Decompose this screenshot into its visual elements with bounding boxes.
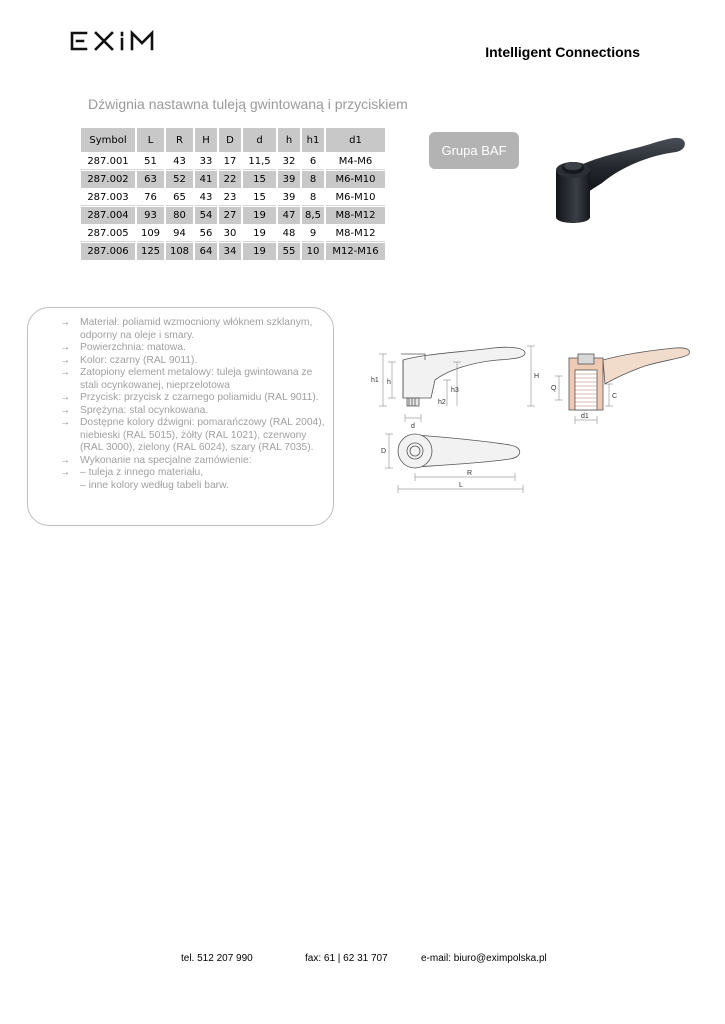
table-cell: 287.005 [81,225,135,242]
arrow-icon: → [60,367,70,378]
table-cell: 22 [219,171,241,188]
feature-text: – inne kolory według tabeli barw. [80,479,229,491]
col-header-symbol: Symbol [81,128,135,152]
col-header-l: L [137,128,164,152]
feature-item [60,417,330,455]
dim-label-h2: h2 [438,399,446,406]
feature-item [60,367,330,392]
dim-label-d-upper: D [381,448,387,455]
drawing-section-view [545,340,695,435]
col-header-h-upper: H [195,128,217,152]
dim-label-q: Q [551,385,557,392]
table-cell: 33 [195,153,217,170]
table-row [81,225,385,242]
table-cell: 9 [302,225,324,242]
col-header-r: R [166,128,193,152]
table-cell: 287.003 [81,189,135,206]
features-list [60,317,330,492]
feature-text: Dostępne kolory dźwigni: pomarańczowy (RAL 2004), niebieski (RAL 5015), żółty (RAL 1021), czerwony (RAL 3000), zielony (RAL 6024), szary (RAL 7035). [80,417,325,453]
feature-item [60,355,330,368]
table-row [81,153,385,170]
arrow-icon: → [60,404,70,416]
table-cell: 76 [137,189,164,206]
table-cell: 125 [137,243,164,260]
table-cell: 27 [219,207,241,224]
feature-item [60,392,330,405]
table-cell: 287.002 [81,171,135,188]
dim-label-c: C [612,393,618,400]
feature-text: Wykonanie na specjalne zamówienie: [80,454,252,466]
table-cell: 48 [278,225,300,242]
table-row [81,207,385,224]
table-cell: 109 [137,225,164,242]
footer-phone: tel. 512 207 990 [181,953,253,964]
dim-label-h3: h3 [451,387,459,394]
product-photo [540,125,690,235]
table-cell: 39 [278,171,300,188]
arrow-icon: → [60,354,70,366]
table-cell: 19 [243,225,276,242]
table-cell: 56 [195,225,217,242]
col-header-h1: h1 [302,128,324,152]
feature-item [60,455,330,468]
arrow-icon: → [60,417,70,428]
table-cell: M6-M10 [326,189,385,206]
dim-label-h-upper: H [534,373,540,380]
drawing-side-view [363,340,543,430]
arrow-icon: → [60,392,70,403]
table-cell: 93 [137,207,164,224]
table-cell: 287.001 [81,153,135,170]
table-cell: 19 [243,207,276,224]
table-cell: 47 [278,207,300,224]
table-cell: 8 [302,189,324,206]
table-cell: 19 [243,243,276,260]
table-cell: 64 [195,243,217,260]
table-cell: 54 [195,207,217,224]
table-cell: M8-M12 [326,207,385,224]
dimensions-table [79,127,387,261]
tagline: Intelligent Connections [485,44,640,60]
table-cell: 55 [278,243,300,260]
feature-text: Powierzchnia: matowa. [80,342,186,353]
arrow-icon: → [60,467,70,478]
table-cell: 108 [166,243,193,260]
arrow-icon: → [60,454,70,466]
table-cell: 63 [137,171,164,188]
feature-item [60,467,330,480]
table-cell: 32 [278,153,300,170]
table-row [81,171,385,188]
dim-label-l: L [459,482,463,489]
feature-text: Przycisk: przycisk z czarnego poliamidu (RAL 9011). [80,392,319,403]
table-cell: 15 [243,189,276,206]
feature-item [60,342,330,355]
feature-text: Sprężyna: stal ocynkowana. [80,404,209,416]
table-cell: 287.006 [81,243,135,260]
table-header-row [81,128,385,152]
col-header-h: h [278,128,300,152]
footer-email[interactable]: e-mail: biuro@eximpolska.pl [421,953,547,964]
features-box [27,307,334,526]
feature-text: Materiał: poliamid wzmocniony włóknem szklanym, odporny na oleje i smary. [80,317,313,341]
table-cell: 43 [166,153,193,170]
arrow-icon: → [60,342,70,353]
dim-label-r: R [467,470,473,477]
table-cell: 52 [166,171,193,188]
table-cell: 6 [302,153,324,170]
dim-label-h: h [387,379,391,386]
table-cell: 23 [219,189,241,206]
table-cell: M4-M6 [326,153,385,170]
table-row [81,243,385,260]
table-cell: 34 [219,243,241,260]
table-cell: 8 [302,171,324,188]
exim-logo [70,30,174,52]
table-cell: 80 [166,207,193,224]
table-cell: M12-M16 [326,243,385,260]
table-cell: 65 [166,189,193,206]
col-header-d-upper: D [219,128,241,152]
table-cell: 10 [302,243,324,260]
table-cell: M8-M12 [326,225,385,242]
table-cell: 43 [195,189,217,206]
dim-label-d1: d1 [581,413,589,420]
dim-label-d: d [411,423,415,430]
drawing-top-view [375,425,540,500]
col-header-d1: d1 [326,128,385,152]
group-badge: Grupa BAF [429,132,519,169]
page-title: Dźwignia nastawna tuleją gwintowaną i przyciskiem [88,96,408,112]
col-header-d: d [243,128,276,152]
table-row [81,189,385,206]
feature-text: Zatopiony element metalowy: tuleja gwintowana ze stali ocynkowanej, nieprzelotowa [80,367,313,391]
table-cell: 11,5 [243,153,276,170]
table-cell: 15 [243,171,276,188]
table-cell: 17 [219,153,241,170]
feature-item [60,480,330,493]
arrow-icon: → [60,317,70,328]
table-cell: M6-M10 [326,171,385,188]
table-cell: 51 [137,153,164,170]
table-cell: 30 [219,225,241,242]
table-cell: 94 [166,225,193,242]
dim-label-h1: h1 [371,377,379,384]
table-cell: 39 [278,189,300,206]
feature-item [60,317,330,342]
feature-item [60,405,330,418]
footer-fax: fax: 61 | 62 31 707 [305,953,388,964]
table-cell: 41 [195,171,217,188]
feature-text: Kolor: czarny (RAL 9011). [80,354,198,366]
feature-text: – tuleja z innego materiału, [80,467,204,478]
table-cell: 8,5 [302,207,324,224]
table-cell: 287.004 [81,207,135,224]
